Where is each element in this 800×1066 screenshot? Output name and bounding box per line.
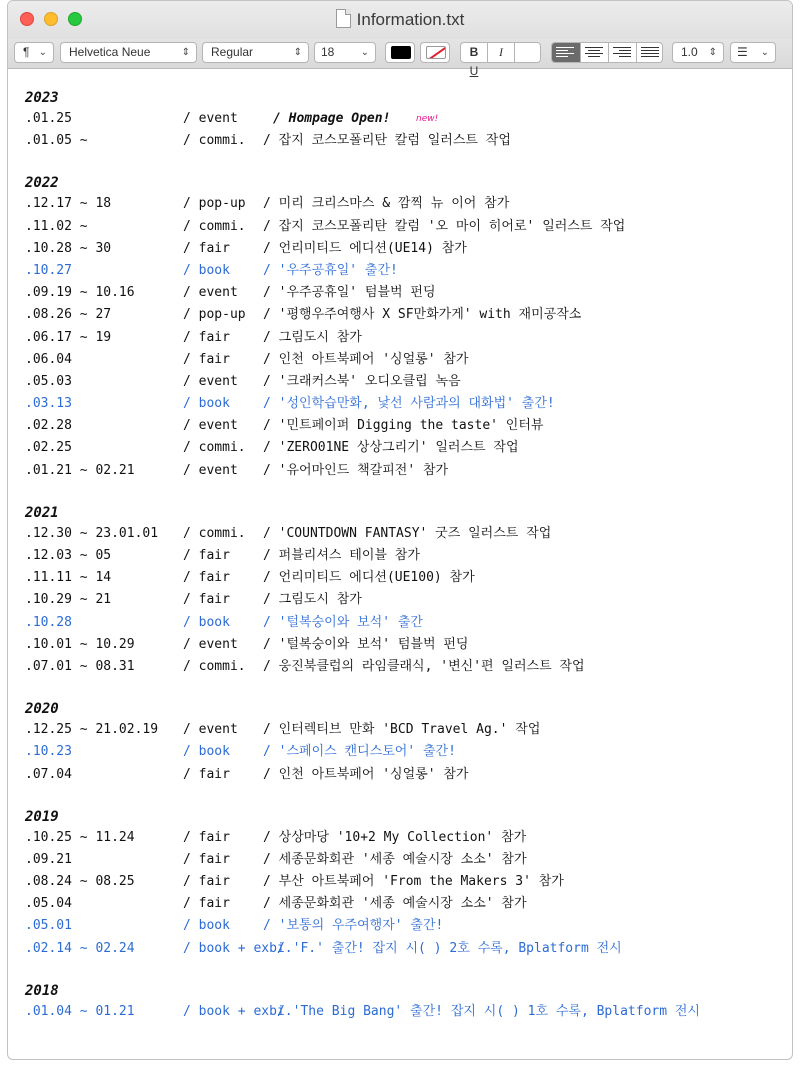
up-down-chevron-icon: ⇕ <box>293 47 302 58</box>
row-date: .10.28 <box>25 614 72 630</box>
row-description: / 세종문화회관 '세종 예술시장 소소' 참가 <box>263 851 527 867</box>
row-type: / book <box>183 918 230 934</box>
row-description: / '스페이스 캔디스토어' 출간! <box>263 744 456 760</box>
chevron-down-icon: ⌄ <box>38 47 47 58</box>
title-bar[interactable] <box>8 1 792 39</box>
row-type: / fair <box>183 851 230 867</box>
row-type: / event <box>183 418 238 434</box>
row-type: / event <box>183 285 238 301</box>
row-description: / 언리미티드 에디션(UE14) 참가 <box>263 240 467 256</box>
timeline-row <box>25 849 782 871</box>
row-description: / 언리미티드 에디션(UE100) 참가 <box>263 570 475 586</box>
row-date: .12.17 ~ 18 <box>25 196 112 212</box>
row-type: / fair <box>183 766 230 782</box>
row-description: / 'ZERO01NE 상상그리기' 일러스트 작업 <box>263 440 519 456</box>
row-type: / commi. <box>183 133 246 149</box>
row-type: / fair <box>183 329 230 345</box>
document-icon <box>336 9 351 28</box>
align-left-button[interactable] <box>552 43 580 62</box>
row-type: / event <box>183 373 238 389</box>
row-description: / 잡지 코스모폴리탄 칼럼 '오 마이 히어로' 일러스트 작업 <box>263 218 626 234</box>
row-date: .06.04 <box>25 351 72 367</box>
paragraph-style-popup[interactable] <box>14 42 54 63</box>
row-type: / fair <box>183 351 230 367</box>
timeline-row <box>25 371 782 393</box>
year-heading: 2020 <box>25 701 59 718</box>
row-date: .10.29 ~ 21 <box>25 592 112 608</box>
paragraph-icon: ¶ <box>23 45 30 59</box>
timeline-row <box>25 827 782 849</box>
row-type: / fair <box>183 896 230 912</box>
up-down-chevron-icon: ⇕ <box>708 47 717 58</box>
row-description: / 인천 아트북페어 '싱얼롱' 참가 <box>263 766 469 782</box>
window-title <box>8 9 792 30</box>
row-description: / 인천 아트북페어 '싱얼롱' 참가 <box>263 351 469 367</box>
timeline-row <box>25 108 782 130</box>
row-type: / commi. <box>183 218 246 234</box>
font-family-value: Helvetica Neue <box>69 45 151 59</box>
row-date: .07.01 ~ 08.31 <box>25 658 135 674</box>
row-type: / book + exbi. <box>183 1003 293 1019</box>
row-date: .02.14 ~ 02.24 <box>25 940 135 956</box>
row-description: / '우주공휴일' 텀블벅 펀딩 <box>263 285 436 301</box>
line-spacing-popup[interactable] <box>672 42 724 63</box>
year-heading: 2023 <box>25 90 59 106</box>
year-heading: 2019 <box>25 808 59 825</box>
row-description: / '유어마인드 책갈피전' 참가 <box>263 462 449 478</box>
row-type: / fair <box>183 592 230 608</box>
window-title-text: Information.txt <box>356 10 465 29</box>
font-family-popup[interactable] <box>60 42 197 63</box>
timeline-row <box>25 656 782 678</box>
background-color-well[interactable] <box>420 42 450 63</box>
align-center-icon <box>585 47 603 59</box>
row-date: .05.04 <box>25 896 72 912</box>
row-type: / commi. <box>183 525 246 541</box>
timeline-row <box>25 349 782 371</box>
row-type: / fair <box>183 829 230 845</box>
italic-button[interactable]: I <box>488 43 515 62</box>
no-color-swatch-icon <box>426 46 446 59</box>
underline-button[interactable]: U <box>469 64 479 78</box>
alignment-segmented <box>551 42 663 63</box>
row-description: / 퍼블리셔스 테이블 참가 <box>263 548 420 563</box>
row-type: / fair <box>183 240 230 256</box>
row-date: .10.27 <box>25 262 72 278</box>
chevron-down-icon: ⌄ <box>760 47 769 58</box>
row-description: / '성인학습만화, 낯선 사람과의 대화법' 출간! <box>263 396 555 412</box>
timeline-row <box>25 327 782 349</box>
row-date: .10.28 ~ 30 <box>25 240 112 256</box>
up-down-chevron-icon: ⇕ <box>181 47 190 58</box>
row-date: .02.28 <box>25 418 72 434</box>
row-type: / book + exbi. <box>183 940 293 956</box>
timeline-row <box>25 764 782 786</box>
timeline-row <box>25 612 782 634</box>
row-type: / book <box>183 262 230 278</box>
year-heading: 2021 <box>25 504 59 521</box>
row-description: / '보통의 우주여행자' 출간! <box>263 918 444 934</box>
text-color-swatch <box>391 46 411 59</box>
new-badge: new! <box>416 114 439 124</box>
chevron-down-icon: ⌄ <box>360 47 369 58</box>
align-center-button[interactable] <box>580 43 608 62</box>
row-date: .08.26 ~ 27 <box>25 307 112 323</box>
row-date: .03.13 <box>25 396 72 412</box>
align-left-icon <box>556 47 574 59</box>
row-date: .01.21 ~ 02.21 <box>25 462 135 478</box>
row-description: / 'F.' 출간! 잡지 시( ) 2호 수록, Bplatform 전시 <box>277 940 622 956</box>
row-type: / book <box>183 614 230 630</box>
row-date: .12.03 ~ 05 <box>25 548 112 563</box>
row-type: / event <box>183 722 238 738</box>
font-size-value: 18 <box>321 45 335 59</box>
font-style-value: Regular <box>211 45 254 59</box>
row-date: .07.04 <box>25 766 72 782</box>
row-description: / 그림도시 참가 <box>263 329 362 345</box>
justify-icon <box>641 47 659 59</box>
row-description: / '털복숭이와 보석' 텀블벅 펀딩 <box>263 636 469 652</box>
row-type: / fair <box>183 874 230 890</box>
row-date: .10.23 <box>25 744 72 760</box>
row-date: .01.04 ~ 01.21 <box>25 1003 135 1019</box>
timeline-row <box>25 719 782 741</box>
row-date: .05.01 <box>25 918 72 934</box>
list-icon: ☰ <box>737 45 748 59</box>
row-date: .11.11 ~ 14 <box>25 570 112 586</box>
row-date: .08.24 ~ 08.25 <box>25 874 135 890</box>
timeline-row <box>25 460 782 482</box>
row-date: .05.03 <box>25 373 72 389</box>
justify-button[interactable] <box>636 43 663 62</box>
row-description: / 'The Big Bang' 출간! 잡지 시( ) 1호 수록, Bplatform 전시 <box>277 1003 700 1019</box>
timeline-row <box>25 915 782 937</box>
timeline-row <box>25 260 782 282</box>
timeline-row <box>25 393 782 415</box>
row-type: / fair <box>183 548 230 563</box>
timeline-row <box>25 238 782 260</box>
row-type: / event <box>183 636 238 652</box>
row-date: .12.25 ~ 21.02.19 <box>25 722 159 738</box>
row-description: / 잡지 코스모폴리탄 칼럼 일러스트 작업 <box>263 133 511 149</box>
text-style-segmented <box>460 42 541 78</box>
year-heading: 2018 <box>25 982 59 999</box>
timeline-row <box>25 437 782 459</box>
row-description: / 인터렉티브 만화 'BCD Travel Ag.' 작업 <box>263 722 541 738</box>
row-type: / event <box>183 111 238 126</box>
row-description: / '우주공휴일' 출간! <box>263 262 398 278</box>
row-type: / commi. <box>183 658 246 674</box>
font-style-popup[interactable] <box>202 42 309 63</box>
row-type: / fair <box>183 570 230 586</box>
row-date: .09.19 ~ 10.16 <box>25 285 135 301</box>
row-description: / 세종문화회관 '세종 예술시장 소소' 참가 <box>263 896 527 912</box>
timeline-row <box>25 938 782 960</box>
text-editor-window <box>7 0 793 1060</box>
bold-button[interactable]: B <box>461 43 488 62</box>
timeline-row <box>25 545 782 567</box>
row-description: / '크래커스북' 오디오클립 녹음 <box>263 373 461 389</box>
row-type: / book <box>183 744 230 760</box>
timeline-row <box>25 893 782 915</box>
format-toolbar <box>8 39 792 78</box>
row-description: / 부산 아트북페어 'From the Makers 3' 참가 <box>263 874 564 890</box>
font-size-combo[interactable] <box>314 42 376 63</box>
row-description: / 그림도시 참가 <box>263 592 362 608</box>
text-color-well[interactable] <box>385 42 415 63</box>
list-style-popup[interactable] <box>730 42 776 63</box>
timeline-row <box>25 130 782 152</box>
row-date: .09.21 <box>25 851 72 867</box>
timeline-row <box>25 871 782 893</box>
row-type: / pop-up <box>183 307 246 323</box>
timeline-row <box>25 741 782 763</box>
line-spacing-value: 1.0 <box>681 45 698 59</box>
row-description: / Hompage Open! <box>273 111 391 126</box>
document-text-area[interactable] <box>25 89 782 1023</box>
timeline-row <box>25 193 782 215</box>
timeline-row <box>25 523 782 545</box>
timeline-row <box>25 304 782 326</box>
align-right-icon <box>613 47 631 59</box>
row-type: / event <box>183 462 238 478</box>
row-date: .01.05 ~ <box>25 133 88 149</box>
timeline-row <box>25 216 782 238</box>
row-date: .10.01 ~ 10.29 <box>25 636 135 652</box>
align-right-button[interactable] <box>608 43 636 62</box>
row-date: .06.17 ~ 19 <box>25 329 112 345</box>
row-date: .12.30 ~ 23.01.01 <box>25 525 159 541</box>
row-type: / book <box>183 396 230 412</box>
row-description: / 미리 크리스마스 & 깜찍 뉴 이어 참가 <box>263 196 510 212</box>
row-date: .11.02 ~ <box>25 218 88 234</box>
row-description: / '민트페이퍼 Digging the taste' 인터뷰 <box>263 418 544 434</box>
row-date: .01.25 <box>25 111 72 126</box>
row-description: / '평행우주여행사 X SF만화가게' with 재미공작소 <box>263 307 582 323</box>
row-description: / 'COUNTDOWN FANTASY' 굿즈 일러스트 작업 <box>263 525 552 541</box>
row-description: / '털복숭이와 보석' 출간 <box>263 614 423 630</box>
timeline-row <box>25 282 782 304</box>
row-type: / commi. <box>183 440 246 456</box>
row-date: .02.25 <box>25 440 72 456</box>
year-heading: 2022 <box>25 175 59 192</box>
timeline-row <box>25 634 782 656</box>
timeline-row <box>25 589 782 611</box>
row-description: / 상상마당 '10+2 My Collection' 참가 <box>263 829 527 845</box>
row-date: .10.25 ~ 11.24 <box>25 829 135 845</box>
row-description: / 웅진북클럽의 라임클래식, '변신'편 일러스트 작업 <box>263 658 585 674</box>
timeline-row <box>25 415 782 437</box>
timeline-row <box>25 567 782 589</box>
row-type: / pop-up <box>183 196 246 212</box>
timeline-row <box>25 1001 782 1023</box>
